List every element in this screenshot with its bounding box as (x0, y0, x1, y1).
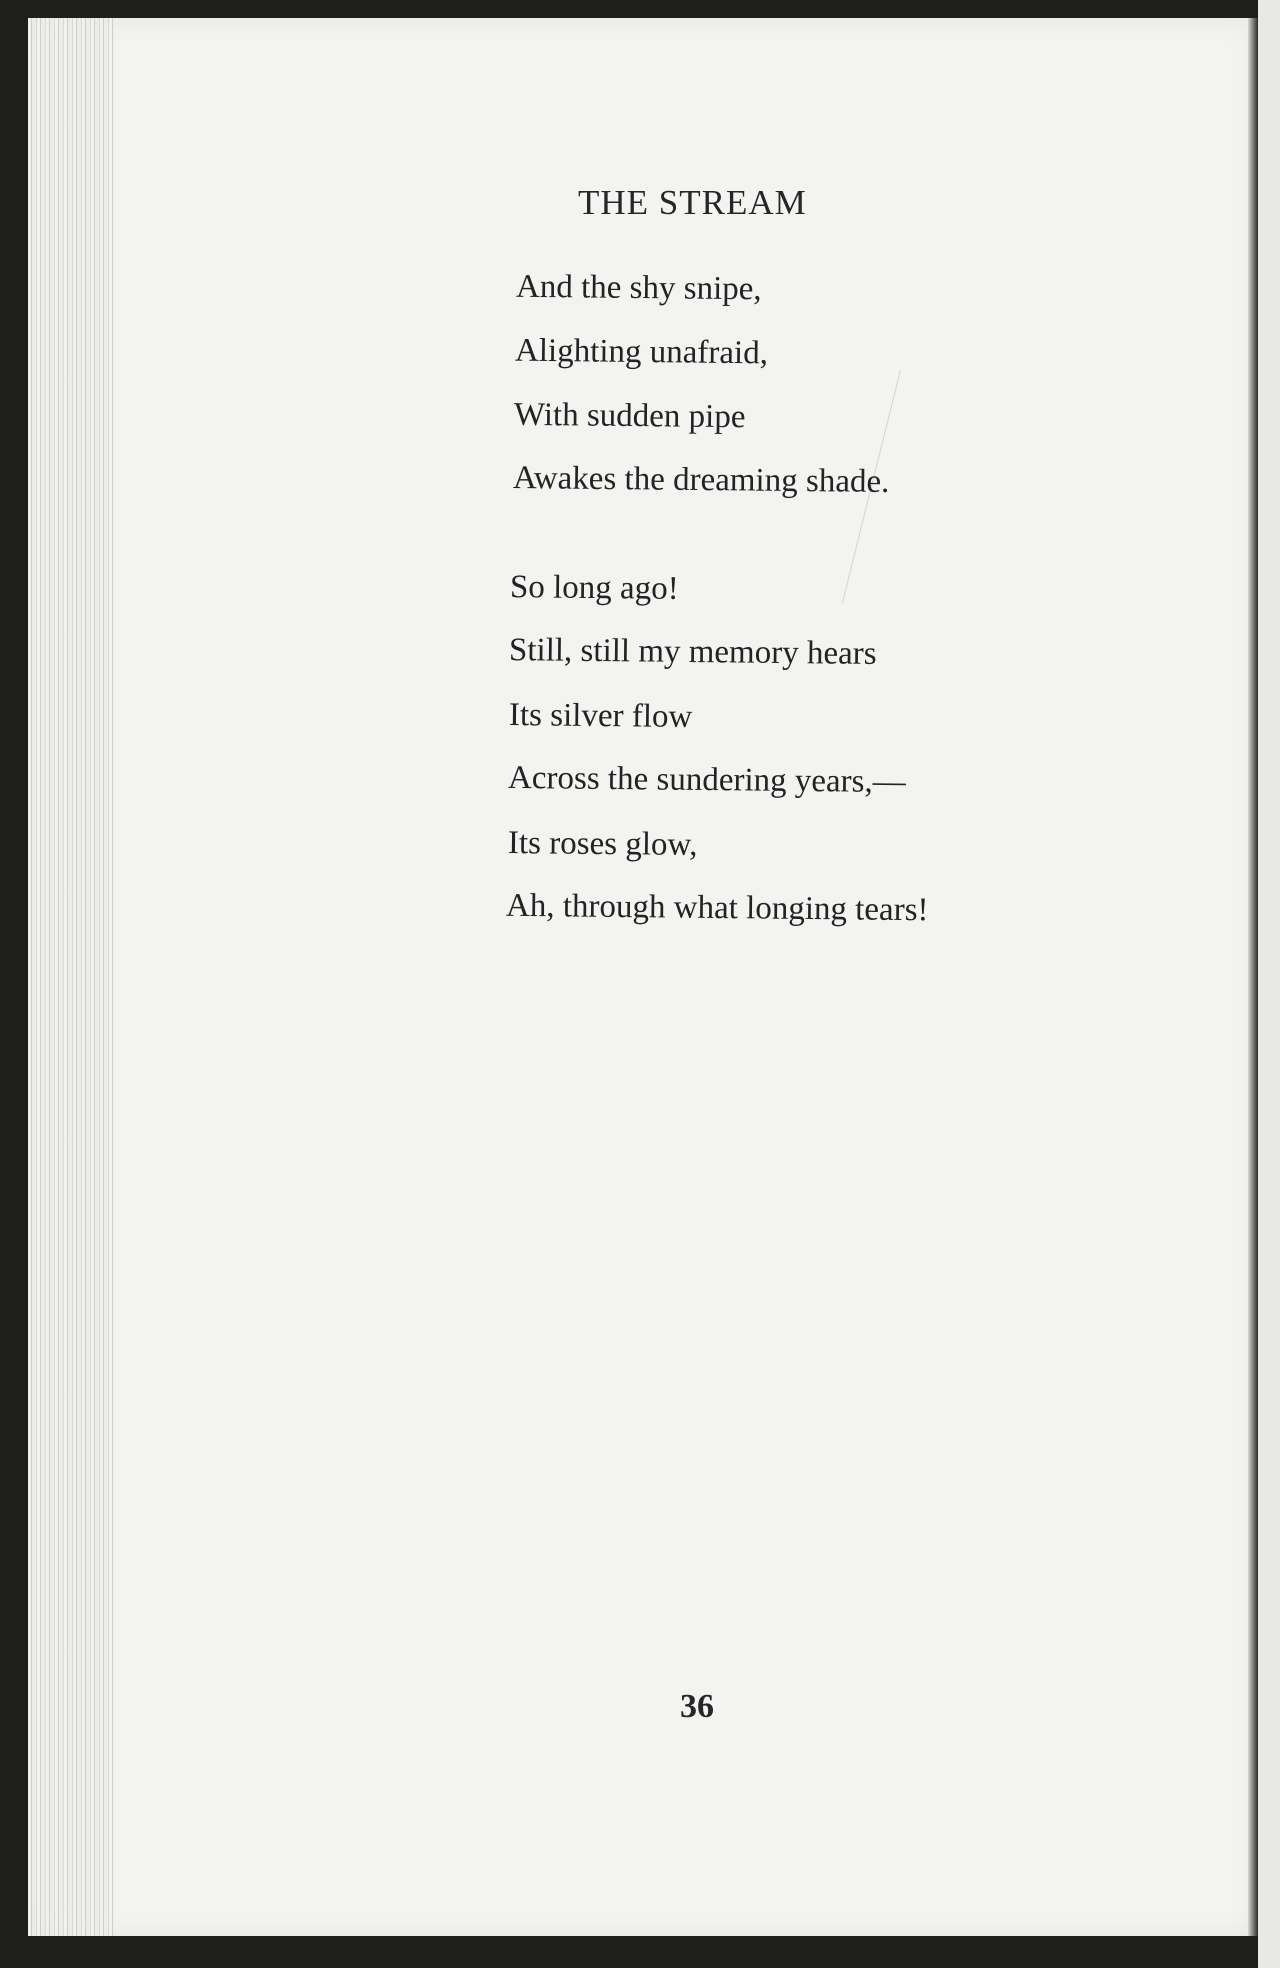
poem-line: Its silver flow (508, 697, 693, 735)
poem-line: Awakes the dreaming shade. (512, 460, 890, 500)
gutter-shadow (1248, 18, 1258, 1936)
poem-line: Alighting unafraid, (514, 332, 769, 372)
poem-line: With sudden pipe (513, 396, 746, 436)
poem-line: And the shy snipe, (515, 268, 762, 308)
poem-line: So long ago! (509, 569, 679, 607)
poem-line: Ah, through what longing tears! (505, 887, 929, 929)
page-edges (28, 18, 114, 1936)
adjacent-page-strip (1258, 0, 1280, 1968)
page-number: 36 (680, 1688, 714, 1725)
poem-line: Its roses glow, (507, 825, 698, 863)
poem-title: THE STREAM (578, 183, 807, 222)
poem-line: Across the sundering years,— (507, 759, 906, 801)
poem-line: Still, still my memory hears (508, 632, 877, 672)
